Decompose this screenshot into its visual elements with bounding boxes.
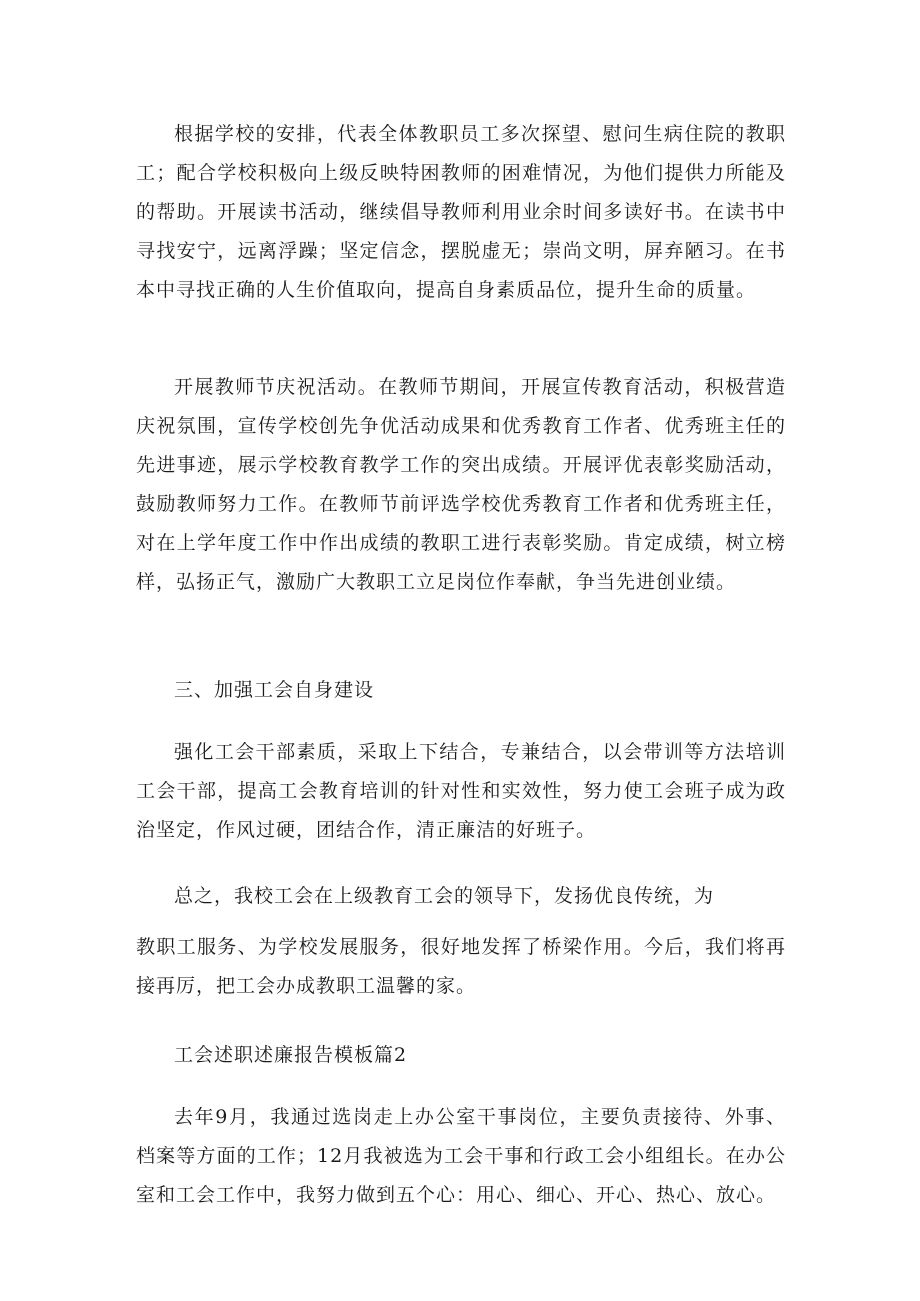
paragraph-conclusion-continued: 教职工服务、为学校发展服务，很好地发挥了桥梁作用。今后，我们将再接再厉，把工会办成教职工温馨的家。 — [136, 936, 786, 997]
paragraph-cadre-training: 强化工会干部素质，采取上下结合，专兼结合，以会带训等方法培训工会干部，提高工会教育培训的针对性和实效性，努力使工会班子成为政治坚定，作风过硬，团结合作，清正廉洁的好班子。 — [136, 741, 786, 841]
paragraph-office-duties: 去年9月，我通过选岗走上办公室干事岗位，主要负责接待、外事、档案等方面的工作；12月我被选为工会干事和行政工会小组组长。在办公室和工会工作中，我努力做到五个心：用心、细心、开心、热心、放心。 — [136, 1106, 786, 1206]
section-heading-union-building: 三、加强工会自身建设 — [174, 679, 375, 701]
paragraph-conclusion-first-line: 总之，我校工会在上级教育工会的领导下，发扬优良传统，为 — [174, 885, 715, 907]
paragraph-teachers-day: 开展教师节庆祝活动。在教师节期间，开展宣传教育活动，积极营造庆祝氛围，宣传学校创先争优活动成果和优秀教育工作者、优秀班主任的先进事迹，展示学校教育教学工作的突出成绩。开展评优表彰奖励活动，鼓励教师努力工作。在教师节前评选学校优秀教育工作者和优秀班主任，对在上学年度工作中作出成绩的教职工进行表彰奖励。肯定成绩，树立榜样，弘扬正气，激励广大教职工立足岗位作奉献，争当先进创业绩。 — [136, 376, 786, 593]
article-title-template-2: 工会述职述廉报告模板篇2 — [174, 1044, 408, 1066]
paragraph-union-care-reading: 根据学校的安排，代表全体教职员工多次探望、慰问生病住院的教职工；配合学校积极向上级反映特困教师的困难情况，为他们提供力所能及的帮助。开展读书活动，继续倡导教师利用业余时间多读好书。在读书中寻找安宁，远离浮躁；坚定信念，摆脱虚无；崇尚文明，屏弃陋习。在书本中寻找正确的人生价值取向，提高自身素质品位，提升生命的质量。 — [136, 123, 786, 301]
